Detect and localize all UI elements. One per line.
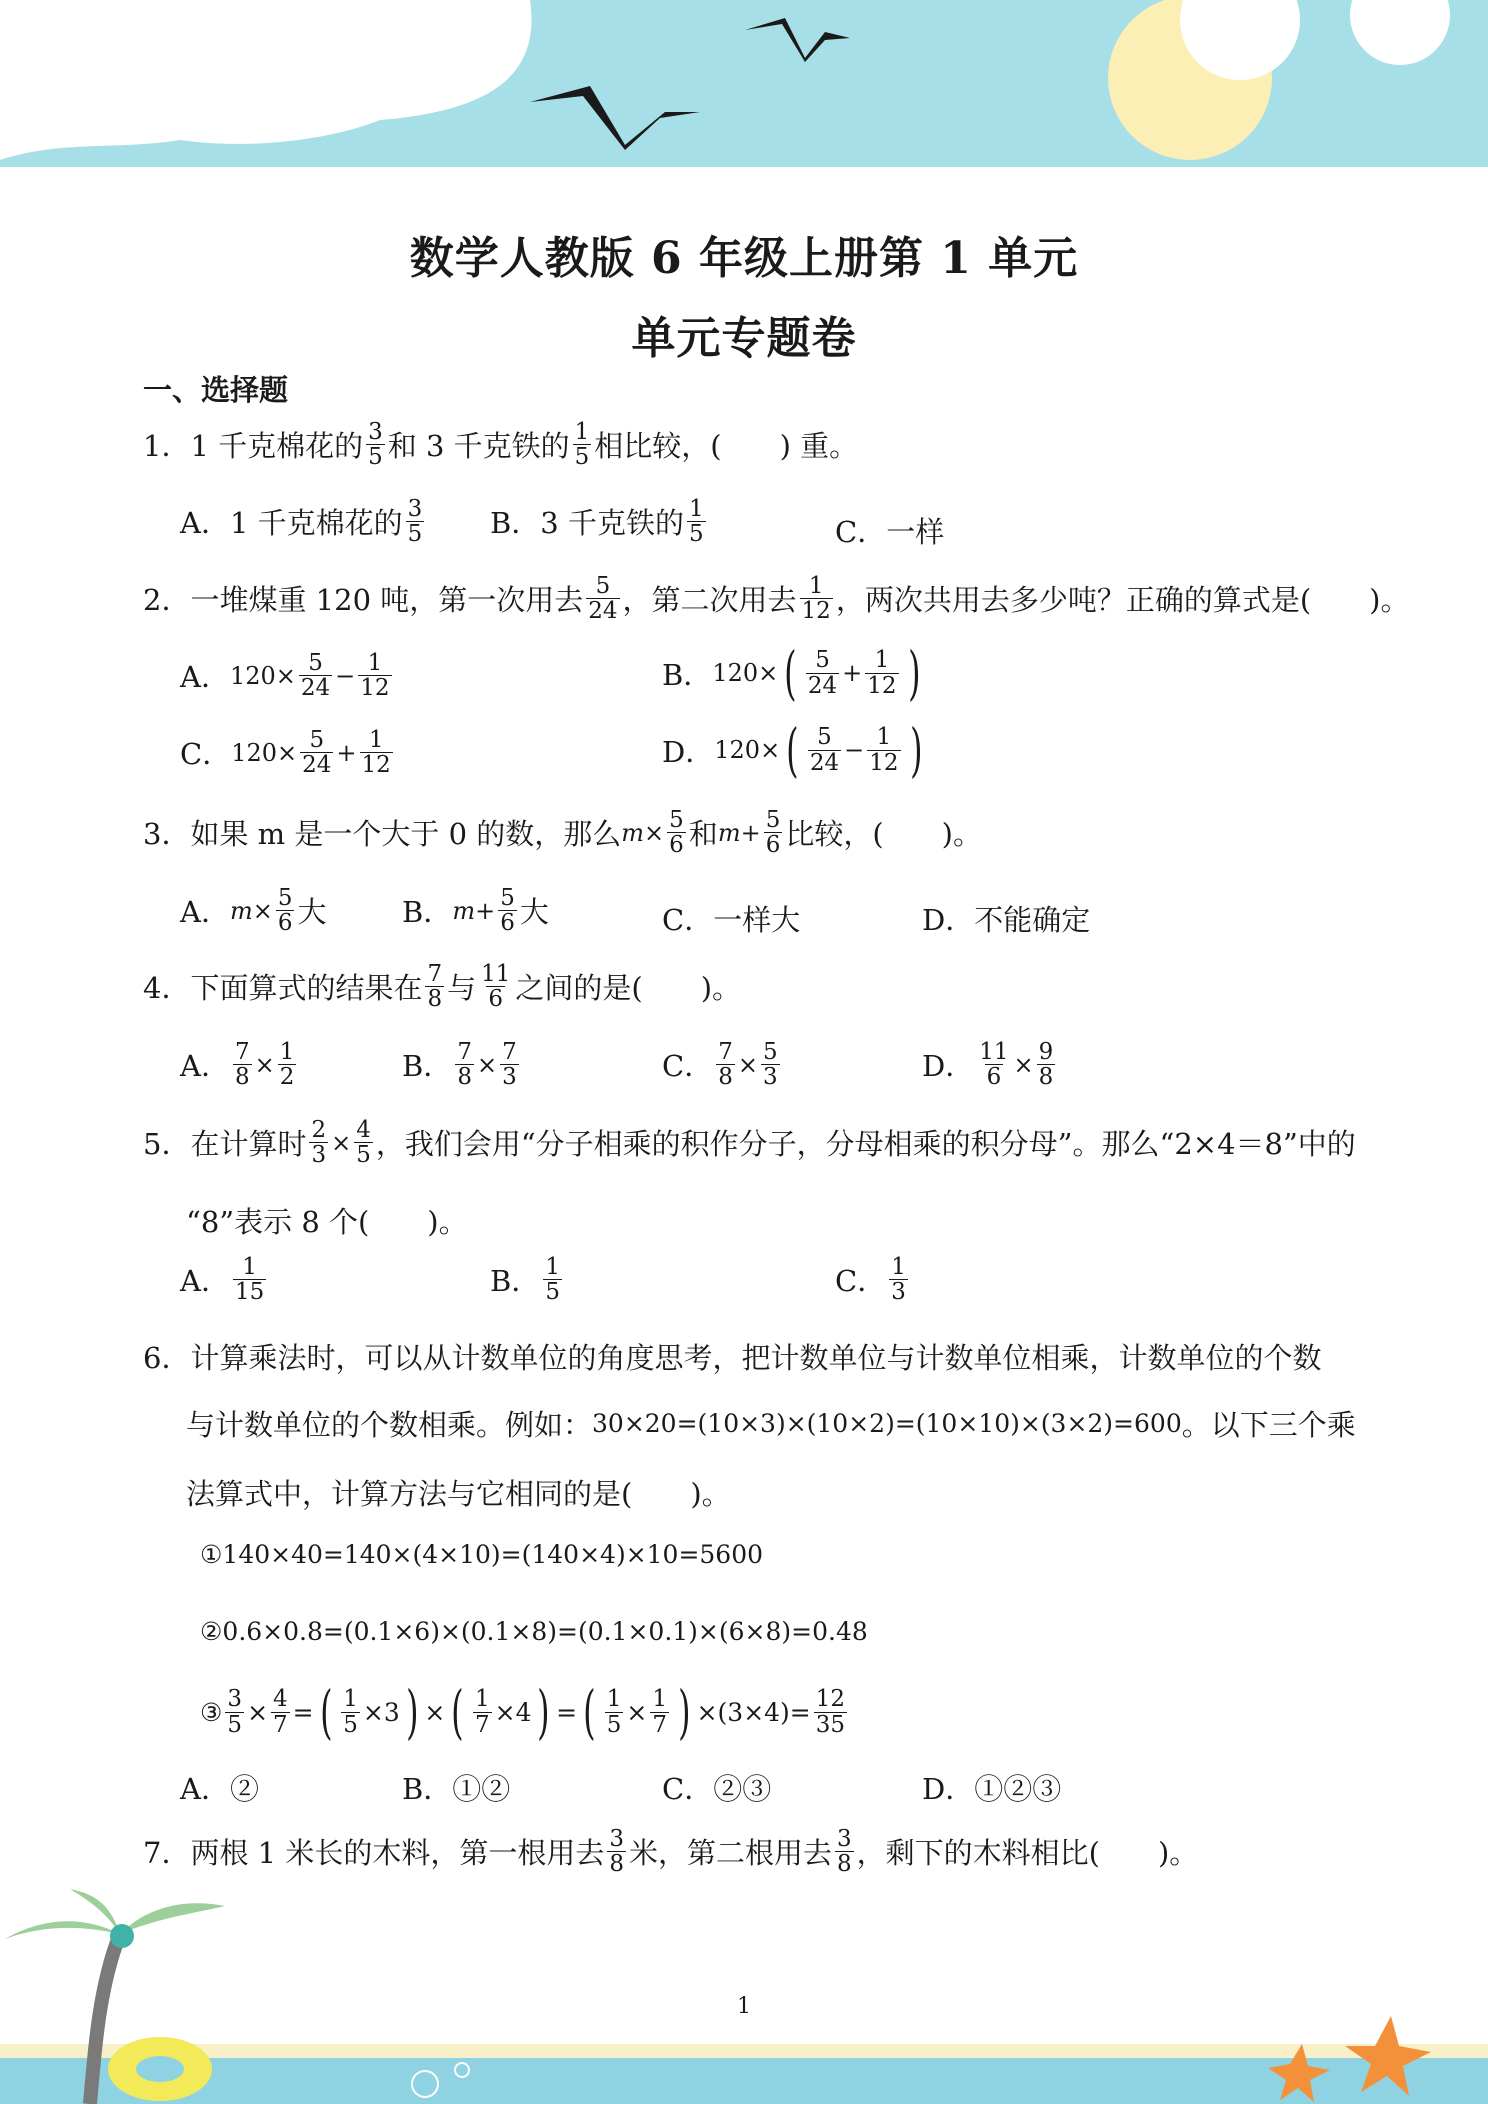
question-text: 1．1 千克棉花的 <box>143 429 364 464</box>
question-2: 2．一堆煤重 120 吨，第一次用去 $\frac{5}{24}$ ，第二次用去 $\frac{1}{12}$ ，两次共用去多少吨？正确的算式是( )。 <box>143 573 1410 625</box>
example-equation: 30×20=(10×3)×(10×2)=(10×10)×(3×2)=600 <box>592 1409 1182 1438</box>
equation-item-3: ③ $\frac{3}{5}$ × $\frac{4}{7}$ = ( $\frac{1}{5}$ ×3 ) × ( $\frac{1}{7}$ ×4 ) = ( $\frac{1}{5}$ × $\frac{1}{7}$ ) ×(3×4)= $\frac{12}{35}$ <box>200 1678 846 1746</box>
option-c[interactable]: C． $\frac{1}{3}$ <box>835 1254 906 1306</box>
question-6-line3: 法算式中，计算方法与它相同的是( )。 <box>186 1477 731 1511</box>
option-a[interactable]: A． m × $\frac{5}{6}$ 大 <box>180 885 327 937</box>
option-b[interactable]: B． m + $\frac{5}{6}$ 大 <box>402 885 549 937</box>
question-5: 5．在计算时 $\frac{2}{3}$ × $\frac{4}{5}$ ，我们会用“分子相乘的积作分子，分母相乘的积分母”。那么“2×4＝8”中的 <box>143 1117 1356 1169</box>
question-6: 6．计算乘法时，可以从计数单位的角度思考，把计数单位与计数单位相乘，计数单位的个数 <box>143 1341 1322 1375</box>
option-b[interactable]: B． $\frac{7}{8}$ × $\frac{7}{3}$ <box>402 1039 517 1091</box>
document-subtitle: 单元专题卷 <box>631 313 857 364</box>
fraction: $\frac{1}{5}$ <box>574 419 590 471</box>
document-title: 数学人教版 6 年级上册第 1 单元 <box>409 233 1079 284</box>
option-a[interactable]: A．1 千克棉花的 $\frac{3}{5}$ <box>180 496 423 548</box>
palm-leaf-icon <box>5 1921 120 1939</box>
page-number: 1 <box>737 1994 751 2019</box>
option-d[interactable]: D． 120× ( $\frac{5}{24}$ − $\frac{1}{12}$ ) <box>662 716 923 784</box>
equation-item-2: ②0.6×0.8=(0.1×6)×(0.1×8)=(0.1×0.1)×(6×8)=0.48 <box>200 1617 868 1646</box>
option-d[interactable]: D．①②③ <box>922 1772 1062 1806</box>
section-heading: 一、选择题 <box>143 373 289 407</box>
option-a[interactable]: A． $\frac{7}{8}$ × $\frac{1}{2}$ <box>180 1039 295 1091</box>
option-c[interactable]: C．②③ <box>662 1772 772 1806</box>
option-a[interactable]: A． $\frac{1}{15}$ <box>180 1254 265 1306</box>
question-4: 4．下面算式的结果在 $\frac{7}{8}$ 与 $\frac{11}{6}$ 之间的是( )。 <box>143 961 742 1013</box>
option-c[interactable]: C．一样 <box>835 515 945 549</box>
option-b[interactable]: B．3 千克铁的 $\frac{1}{5}$ <box>490 496 704 548</box>
option-b[interactable]: B． $\frac{1}{5}$ <box>490 1254 560 1306</box>
equation-item-1: ①140×40=140×(4×10)=(140×4)×10=5600 <box>200 1540 764 1569</box>
option-c[interactable]: C． 120× $\frac{5}{24}$ + $\frac{1}{12}$ <box>180 727 391 779</box>
option-d[interactable]: D． $\frac{11}{6}$ × $\frac{9}{8}$ <box>922 1039 1054 1091</box>
option-a[interactable]: A． 120× $\frac{5}{24}$ − $\frac{1}{12}$ <box>180 650 390 702</box>
option-a[interactable]: A．② <box>180 1772 259 1806</box>
header-banner-art <box>0 0 1488 170</box>
question-1: 1．1 千克棉花的 $\frac{3}{5}$ 和 3 千克铁的 $\frac{1}{5}$ 相比较，( ) 重。 <box>143 419 859 471</box>
question-6-line2: 与计数单位的个数相乘。例如： 30×20=(10×3)×(10×2)=(10×10)×(3×2)=600 。以下三个乘 <box>186 1408 1356 1442</box>
option-b[interactable]: B．①② <box>402 1772 511 1806</box>
question-3: 3．如果 m 是一个大于 0 的数，那么 m × $\frac{5}{6}$ 和 m + $\frac{5}{6}$ 比较，( )。 <box>143 807 982 859</box>
fraction: $\frac{3}{5}$ <box>368 419 383 471</box>
question-5-line2: “8”表示 8 个( )。 <box>186 1205 468 1239</box>
option-c[interactable]: C． $\frac{7}{8}$ × $\frac{5}{3}$ <box>662 1039 778 1091</box>
option-c[interactable]: C．一样大 <box>662 903 801 937</box>
option-d[interactable]: D．不能确定 <box>922 903 1091 937</box>
question-7: 7．两根 1 米长的木料，第一根用去 $\frac{3}{8}$ 米，第二根用去 $\frac{3}{8}$ ，剩下的木料相比( )。 <box>143 1826 1199 1878</box>
footer-beach-art <box>0 1874 1488 2104</box>
option-b[interactable]: B． 120× ( $\frac{5}{24}$ + $\frac{1}{12}$ ) <box>662 639 921 707</box>
